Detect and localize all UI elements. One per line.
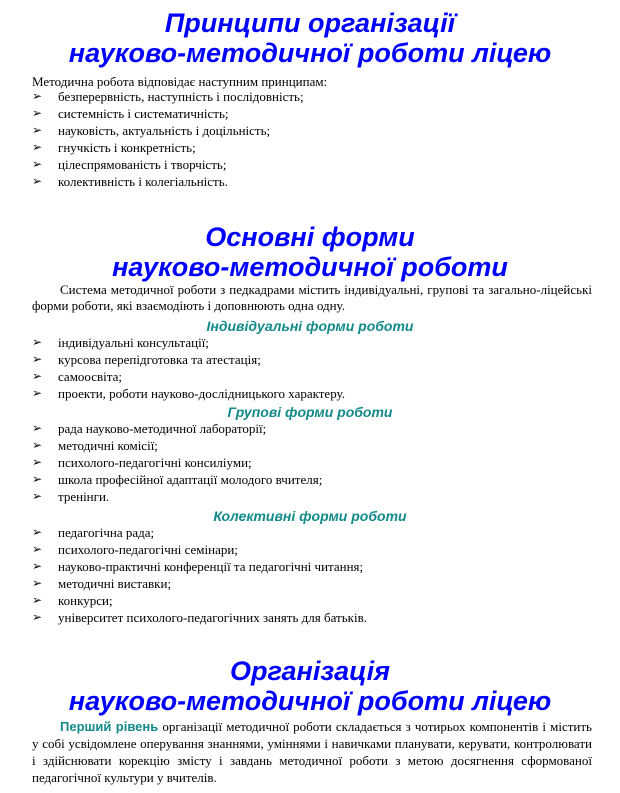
arrow-bullet-icon: ➢	[32, 472, 43, 486]
list-item: ➢ цілеспрямованість і творчість;	[32, 157, 227, 172]
arrow-bullet-icon: ➢	[32, 610, 43, 624]
group-forms-heading: Групові форми роботи	[227, 404, 393, 420]
list-item: ➢ школа професійної адаптації молодого вчителя;	[32, 472, 323, 487]
arrow-bullet-icon: ➢	[32, 489, 43, 503]
section3-paragraph	[32, 718, 592, 786]
list-item: ➢ проекти, роботи науково-дослідницького характеру.	[32, 386, 345, 401]
arrow-bullet-icon: ➢	[32, 369, 43, 383]
section1-intro: Методична робота відповідає наступним принципам:	[32, 74, 328, 89]
arrow-bullet-icon: ➢	[32, 576, 43, 590]
list-item: ➢ конкурси;	[32, 593, 113, 608]
section1-title-line2: науково-методичної роботи ліцею	[68, 38, 552, 68]
arrow-bullet-icon: ➢	[32, 89, 43, 103]
arrow-bullet-icon: ➢	[32, 438, 43, 452]
group-forms-list	[32, 420, 322, 505]
arrow-bullet-icon: ➢	[32, 174, 43, 188]
arrow-bullet-icon: ➢	[32, 106, 43, 120]
list-item: ➢ тренінги.	[32, 489, 110, 504]
arrow-bullet-icon: ➢	[32, 352, 43, 366]
list-item: ➢ курсова перепідготовка та атестація;	[32, 352, 261, 367]
arrow-bullet-icon: ➢	[32, 542, 43, 556]
list-item: ➢ науковість, актуальність і доцільність;	[32, 123, 271, 138]
arrow-bullet-icon: ➢	[32, 593, 43, 607]
list-item: ➢ педагогічна рада;	[32, 525, 155, 540]
section2-intro: Система методичної роботи з педкадрами містить індивідуальні, групові та загально-ліцейські форми роботи, які взаємодіють і доповнюють одна одну.	[32, 282, 592, 313]
first-level-lead: Перший рівень	[60, 719, 159, 734]
arrow-bullet-icon: ➢	[32, 559, 43, 573]
section1-title-line1: Принципи організації	[164, 8, 456, 38]
arrow-bullet-icon: ➢	[32, 386, 43, 400]
section1-title	[0, 8, 620, 68]
list-item: ➢ гнучкість і конкретність;	[32, 140, 196, 155]
section3-title-line2: науково-методичної роботи ліцею	[68, 686, 552, 716]
list-item: ➢ науково-практичні конференції та педагогічні читання;	[32, 559, 364, 574]
list-item: ➢ методичні комісії;	[32, 438, 158, 453]
principles-list	[32, 88, 304, 190]
section2-title-line1: Основні форми	[205, 222, 415, 252]
list-item: ➢ індивідуальні консультації;	[32, 335, 209, 350]
list-item: ➢ самоосвіта;	[32, 369, 122, 384]
section3-title	[0, 656, 620, 716]
list-item: ➢ методичні виставки;	[32, 576, 172, 591]
individual-forms-list	[32, 334, 345, 402]
section2-title	[0, 222, 620, 282]
list-item: ➢ колективність і колегіальність.	[32, 174, 228, 189]
list-item: ➢ рада науково-методичної лабораторії;	[32, 421, 267, 436]
list-item: ➢ психолого-педагогічні консиліуми;	[32, 455, 252, 470]
section2-title-line2: науково-методичної роботи	[112, 252, 508, 282]
section3-text: організації методичної роботи складається з чотирьох компонентів і містить у собі усвідомлене оперування знаннями, уміннями і навичками планувати, керувати, контролювати і здійснювати корекцію змісту і завдань методичної роботи з метою досягнення сформованої педагогічної культури у вчителів.	[32, 719, 592, 785]
collective-forms-list	[32, 524, 367, 626]
list-item: ➢ системність і систематичність;	[32, 106, 229, 121]
list-item: ➢ безперервність, наступність і послідовність;	[32, 89, 304, 104]
arrow-bullet-icon: ➢	[32, 421, 43, 435]
arrow-bullet-icon: ➢	[32, 335, 43, 349]
arrow-bullet-icon: ➢	[32, 455, 43, 469]
list-item: ➢ психолого-педагогічні семінари;	[32, 542, 238, 557]
arrow-bullet-icon: ➢	[32, 140, 43, 154]
arrow-bullet-icon: ➢	[32, 123, 43, 137]
section3-title-line1: Організація	[229, 656, 390, 686]
individual-forms-heading: Індивідуальні форми роботи	[206, 318, 414, 334]
collective-forms-heading: Колективні форми роботи	[213, 508, 407, 524]
list-item: ➢ університет психолого-педагогічних занять для батьків.	[32, 610, 367, 625]
arrow-bullet-icon: ➢	[32, 157, 43, 171]
arrow-bullet-icon: ➢	[32, 525, 43, 539]
